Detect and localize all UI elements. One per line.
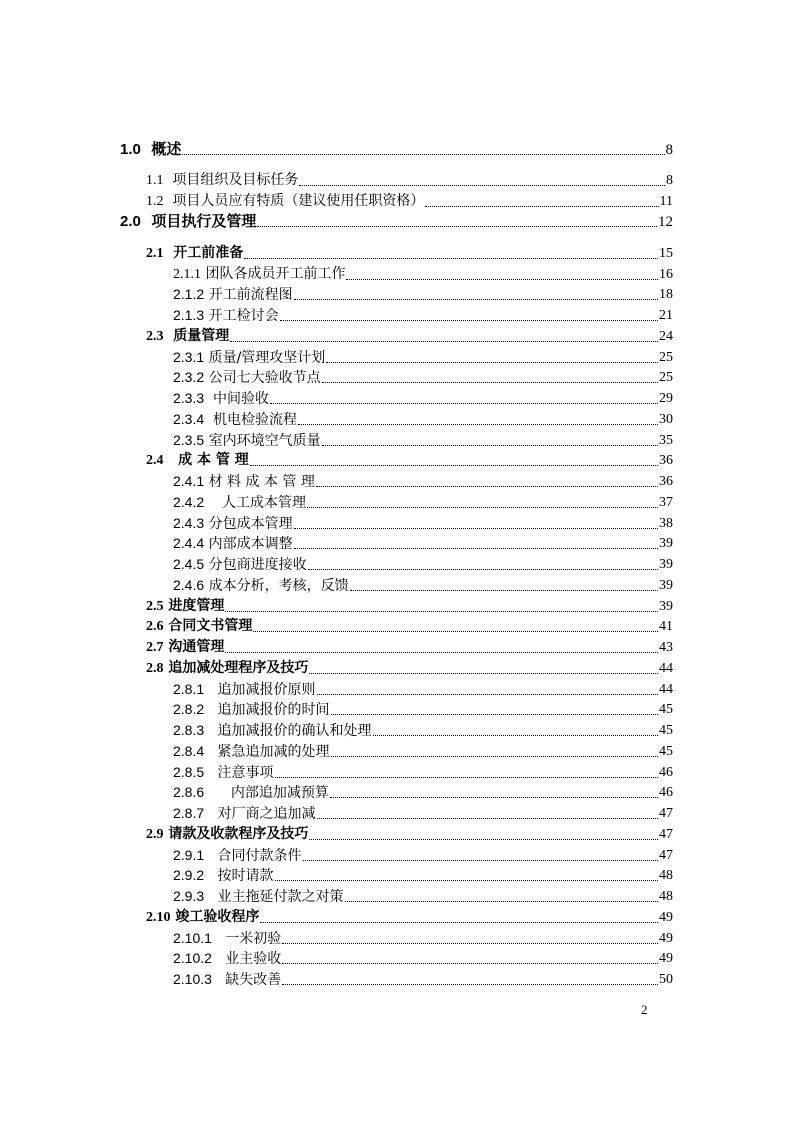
- toc-entry-label: 2.3 质量管理: [146, 328, 230, 344]
- toc-leader: [282, 942, 658, 944]
- toc-leader: [253, 630, 658, 632]
- toc-page-number: 8: [666, 173, 673, 188]
- toc-leader: [225, 610, 658, 612]
- toc-entry-label: 1.0 概述: [120, 140, 182, 158]
- toc-entry: [173, 349, 673, 366]
- toc-entry-label: 2.8.6 内部追加减预算: [173, 784, 329, 801]
- toc-entry-label: 2.10.3 缺失改善: [173, 971, 282, 988]
- toc-entry: [146, 660, 673, 677]
- toc-entry-label: 2.3.5 室内环境空气质量: [173, 432, 321, 449]
- toc-page-number: 39: [659, 536, 673, 551]
- toc-page-number: 49: [659, 910, 673, 925]
- toc-page-number: 38: [659, 516, 673, 531]
- page-number: 2: [641, 1002, 648, 1017]
- toc-entry-label: 2.4.1 材 料 成 本 管 理: [173, 473, 315, 490]
- toc-entry-label: 2.3.3 中间验收: [173, 390, 270, 407]
- toc-entry: [146, 618, 673, 635]
- toc-leader: [225, 651, 658, 653]
- toc-leader: [275, 776, 659, 778]
- toc-entry: [146, 452, 673, 469]
- toc-page-number: 49: [659, 951, 673, 966]
- toc-leader: [317, 693, 659, 695]
- toc-leader: [299, 184, 665, 186]
- toc-entry-label: 2.8.4 紧急追加减的处理: [173, 743, 330, 760]
- toc-leader: [294, 298, 658, 300]
- toc-entry: [173, 515, 673, 532]
- toc-page-number: 30: [659, 412, 673, 427]
- toc-leader: [309, 672, 658, 674]
- toc-leader: [350, 589, 658, 591]
- toc-page-number: 45: [659, 723, 673, 738]
- toc-entry: [146, 245, 673, 262]
- toc-page-number: 25: [659, 370, 673, 385]
- toc-leader: [275, 879, 659, 881]
- toc-page-number: 24: [659, 329, 673, 344]
- toc-leader: [330, 796, 658, 798]
- toc-leader: [373, 734, 659, 736]
- toc-entry-label: 2.8.1 追加减报价原则: [173, 681, 316, 698]
- toc-entry: [173, 266, 673, 283]
- toc-leader: [294, 527, 658, 529]
- toc-entry-label: 2.8.7 对厂商之追加减: [173, 805, 316, 822]
- toc-leader: [260, 921, 658, 923]
- toc-entry: [146, 826, 673, 843]
- toc-leader: [331, 713, 659, 715]
- toc-page-number: 12: [658, 214, 673, 230]
- toc-page-number: 16: [659, 267, 673, 282]
- toc-page-number: 29: [659, 391, 673, 406]
- toc-entry-label: 2.9.1 合同付款条件: [173, 847, 302, 864]
- toc-page-number: 47: [659, 827, 673, 842]
- toc-entry: [173, 784, 673, 801]
- toc-entry-label: 2.4.4 内部成本调整: [173, 535, 293, 552]
- toc-page-number: 39: [659, 578, 673, 593]
- toc-page-number: 48: [659, 889, 673, 904]
- toc-entry-label: 1.2 项目人员应有特质（建议使用任职资格）: [146, 193, 425, 209]
- toc-leader: [282, 962, 658, 964]
- toc-entry-label: 2.8.3 追加减报价的确认和处理: [173, 722, 372, 739]
- toc-entry: [146, 193, 673, 210]
- toc-page-number: 48: [659, 868, 673, 883]
- toc-entry-label: 2.5 进度管理: [146, 598, 225, 614]
- toc-entry: [173, 930, 673, 947]
- toc-entry-label: 2.3.2 公司七大验收节点: [173, 369, 321, 386]
- toc-leader: [322, 381, 658, 383]
- toc-leader: [250, 464, 658, 466]
- toc-entry: [146, 598, 673, 615]
- toc-leader: [294, 547, 658, 549]
- toc-page-number: 44: [659, 682, 673, 697]
- toc-page-number: 11: [659, 194, 673, 209]
- toc-leader: [230, 340, 658, 342]
- toc-entry: [173, 888, 673, 905]
- toc-entry: [173, 722, 673, 739]
- toc-entry-label: 2.10.2 业主验收: [173, 950, 282, 967]
- toc-entry-label: 2.9.3 业主拖延付款之对策: [173, 888, 344, 905]
- toc-entry: [173, 681, 673, 698]
- toc-entry: [173, 847, 673, 864]
- toc-entry-label: 2.1.1 团队各成员开工前工作: [173, 266, 346, 282]
- toc-page-number: 45: [659, 702, 673, 717]
- toc-entry-label: 2.6 合同文书管理: [146, 618, 253, 634]
- toc-entry-label: 2.4.2 人工成本管理: [173, 494, 306, 511]
- toc-entry-label: 2.1 开工前准备: [146, 245, 244, 261]
- toc-leader: [322, 444, 658, 446]
- toc-entry: [173, 743, 673, 760]
- toc-entry: [173, 971, 673, 988]
- toc-entry: [173, 432, 673, 449]
- toc-leader: [298, 423, 658, 425]
- toc-page-number: 43: [659, 640, 673, 655]
- toc-entry: [173, 535, 673, 552]
- toc-leader: [282, 983, 658, 985]
- toc-leader: [303, 859, 659, 861]
- toc-page-number: 18: [659, 287, 673, 302]
- toc-page-number: 46: [659, 765, 673, 780]
- toc-page-number: 39: [659, 599, 673, 614]
- toc-leader: [257, 225, 657, 227]
- toc-entry: [146, 328, 673, 345]
- toc-page-number: 41: [659, 619, 673, 634]
- toc-entry: [146, 909, 673, 926]
- toc-entry: [173, 950, 673, 967]
- toc-leader: [346, 278, 658, 280]
- toc-leader: [280, 319, 658, 321]
- toc-entry-label: 2.9 请款及收款程序及技巧: [146, 826, 309, 842]
- toc-page-number: 8: [665, 142, 673, 158]
- toc-page-number: 37: [659, 495, 673, 510]
- toc-leader: [331, 755, 659, 757]
- toc-entry-label: 2.3.4 机电检验流程: [173, 411, 298, 428]
- toc-page-number: 47: [659, 848, 673, 863]
- toc-page-number: 36: [659, 453, 673, 468]
- toc-entry-label: 2.0 项目执行及管理: [120, 212, 257, 230]
- toc-leader: [308, 568, 658, 570]
- toc-page-number: 50: [659, 972, 673, 987]
- toc-entry: [173, 867, 673, 884]
- toc-leader: [307, 506, 658, 508]
- toc-entry-label: 2.9.2 按时请款: [173, 867, 274, 884]
- toc-page-number: 44: [659, 661, 673, 676]
- toc-entry-label: 2.7 沟通管理: [146, 639, 225, 655]
- toc-page-number: 35: [659, 433, 673, 448]
- toc-page-number: 46: [659, 785, 673, 800]
- toc-entry: [173, 473, 673, 490]
- toc-entry: [173, 390, 673, 407]
- toc-leader: [182, 153, 664, 155]
- toc-entry-label: 2.10 竣工验收程序: [146, 909, 260, 925]
- toc-entry: [173, 286, 673, 303]
- toc-entry: [173, 764, 673, 781]
- toc-entry-label: 2.4.5 分包商进度接收: [173, 556, 307, 573]
- toc-entry: [173, 556, 673, 573]
- toc-leader: [425, 205, 658, 207]
- toc-page-number: 36: [659, 474, 673, 489]
- toc-entry: [173, 369, 673, 386]
- toc-leader: [309, 838, 658, 840]
- toc-entry-label: 2.1.3 开工检讨会: [173, 307, 279, 324]
- toc-entry: [120, 213, 673, 230]
- toc-leader: [316, 485, 658, 487]
- toc-leader: [326, 361, 658, 363]
- toc-entry: [173, 411, 673, 428]
- toc-entry-label: 2.4.3 分包成本管理: [173, 515, 293, 532]
- toc-entry-label: 2.3.1 质量/管理攻坚计划: [173, 349, 326, 366]
- toc-entry: [173, 307, 673, 324]
- toc-page-number: 15: [659, 246, 673, 261]
- toc-entry: [173, 577, 673, 594]
- toc-entry-label: 2.8.5 注意事项: [173, 764, 274, 781]
- toc-entry-label: 1.1 项目组织及目标任务: [146, 172, 299, 188]
- toc-page-number: 47: [659, 806, 673, 821]
- toc-leader: [345, 900, 659, 902]
- toc-entry: [146, 639, 673, 656]
- toc-entry-label: 2.10.1 一米初验: [173, 930, 282, 947]
- toc-entry-label: 2.8.2 追加减报价的时间: [173, 701, 330, 718]
- toc-entry: [173, 494, 673, 511]
- toc-page-number: 25: [659, 350, 673, 365]
- toc-page-number: 39: [659, 557, 673, 572]
- toc-leader: [244, 257, 658, 259]
- toc-page-number: 49: [659, 931, 673, 946]
- toc-entry-label: 2.8 追加减处理程序及技巧: [146, 660, 309, 676]
- toc-entry-label: 2.4.6 成本分析，考核，反馈: [173, 577, 349, 594]
- toc-entry: [120, 141, 673, 158]
- toc-leader: [317, 817, 659, 819]
- toc-page-number: 21: [659, 308, 673, 323]
- toc-entry: [173, 805, 673, 822]
- toc-entry: [173, 701, 673, 718]
- toc-page-number: 45: [659, 744, 673, 759]
- toc-entry-label: 2.1.2 开工前流程图: [173, 286, 293, 303]
- toc-leader: [270, 402, 658, 404]
- toc-entry-label: 2.4 成 本 管 理: [146, 452, 249, 468]
- toc-entry: [146, 172, 673, 189]
